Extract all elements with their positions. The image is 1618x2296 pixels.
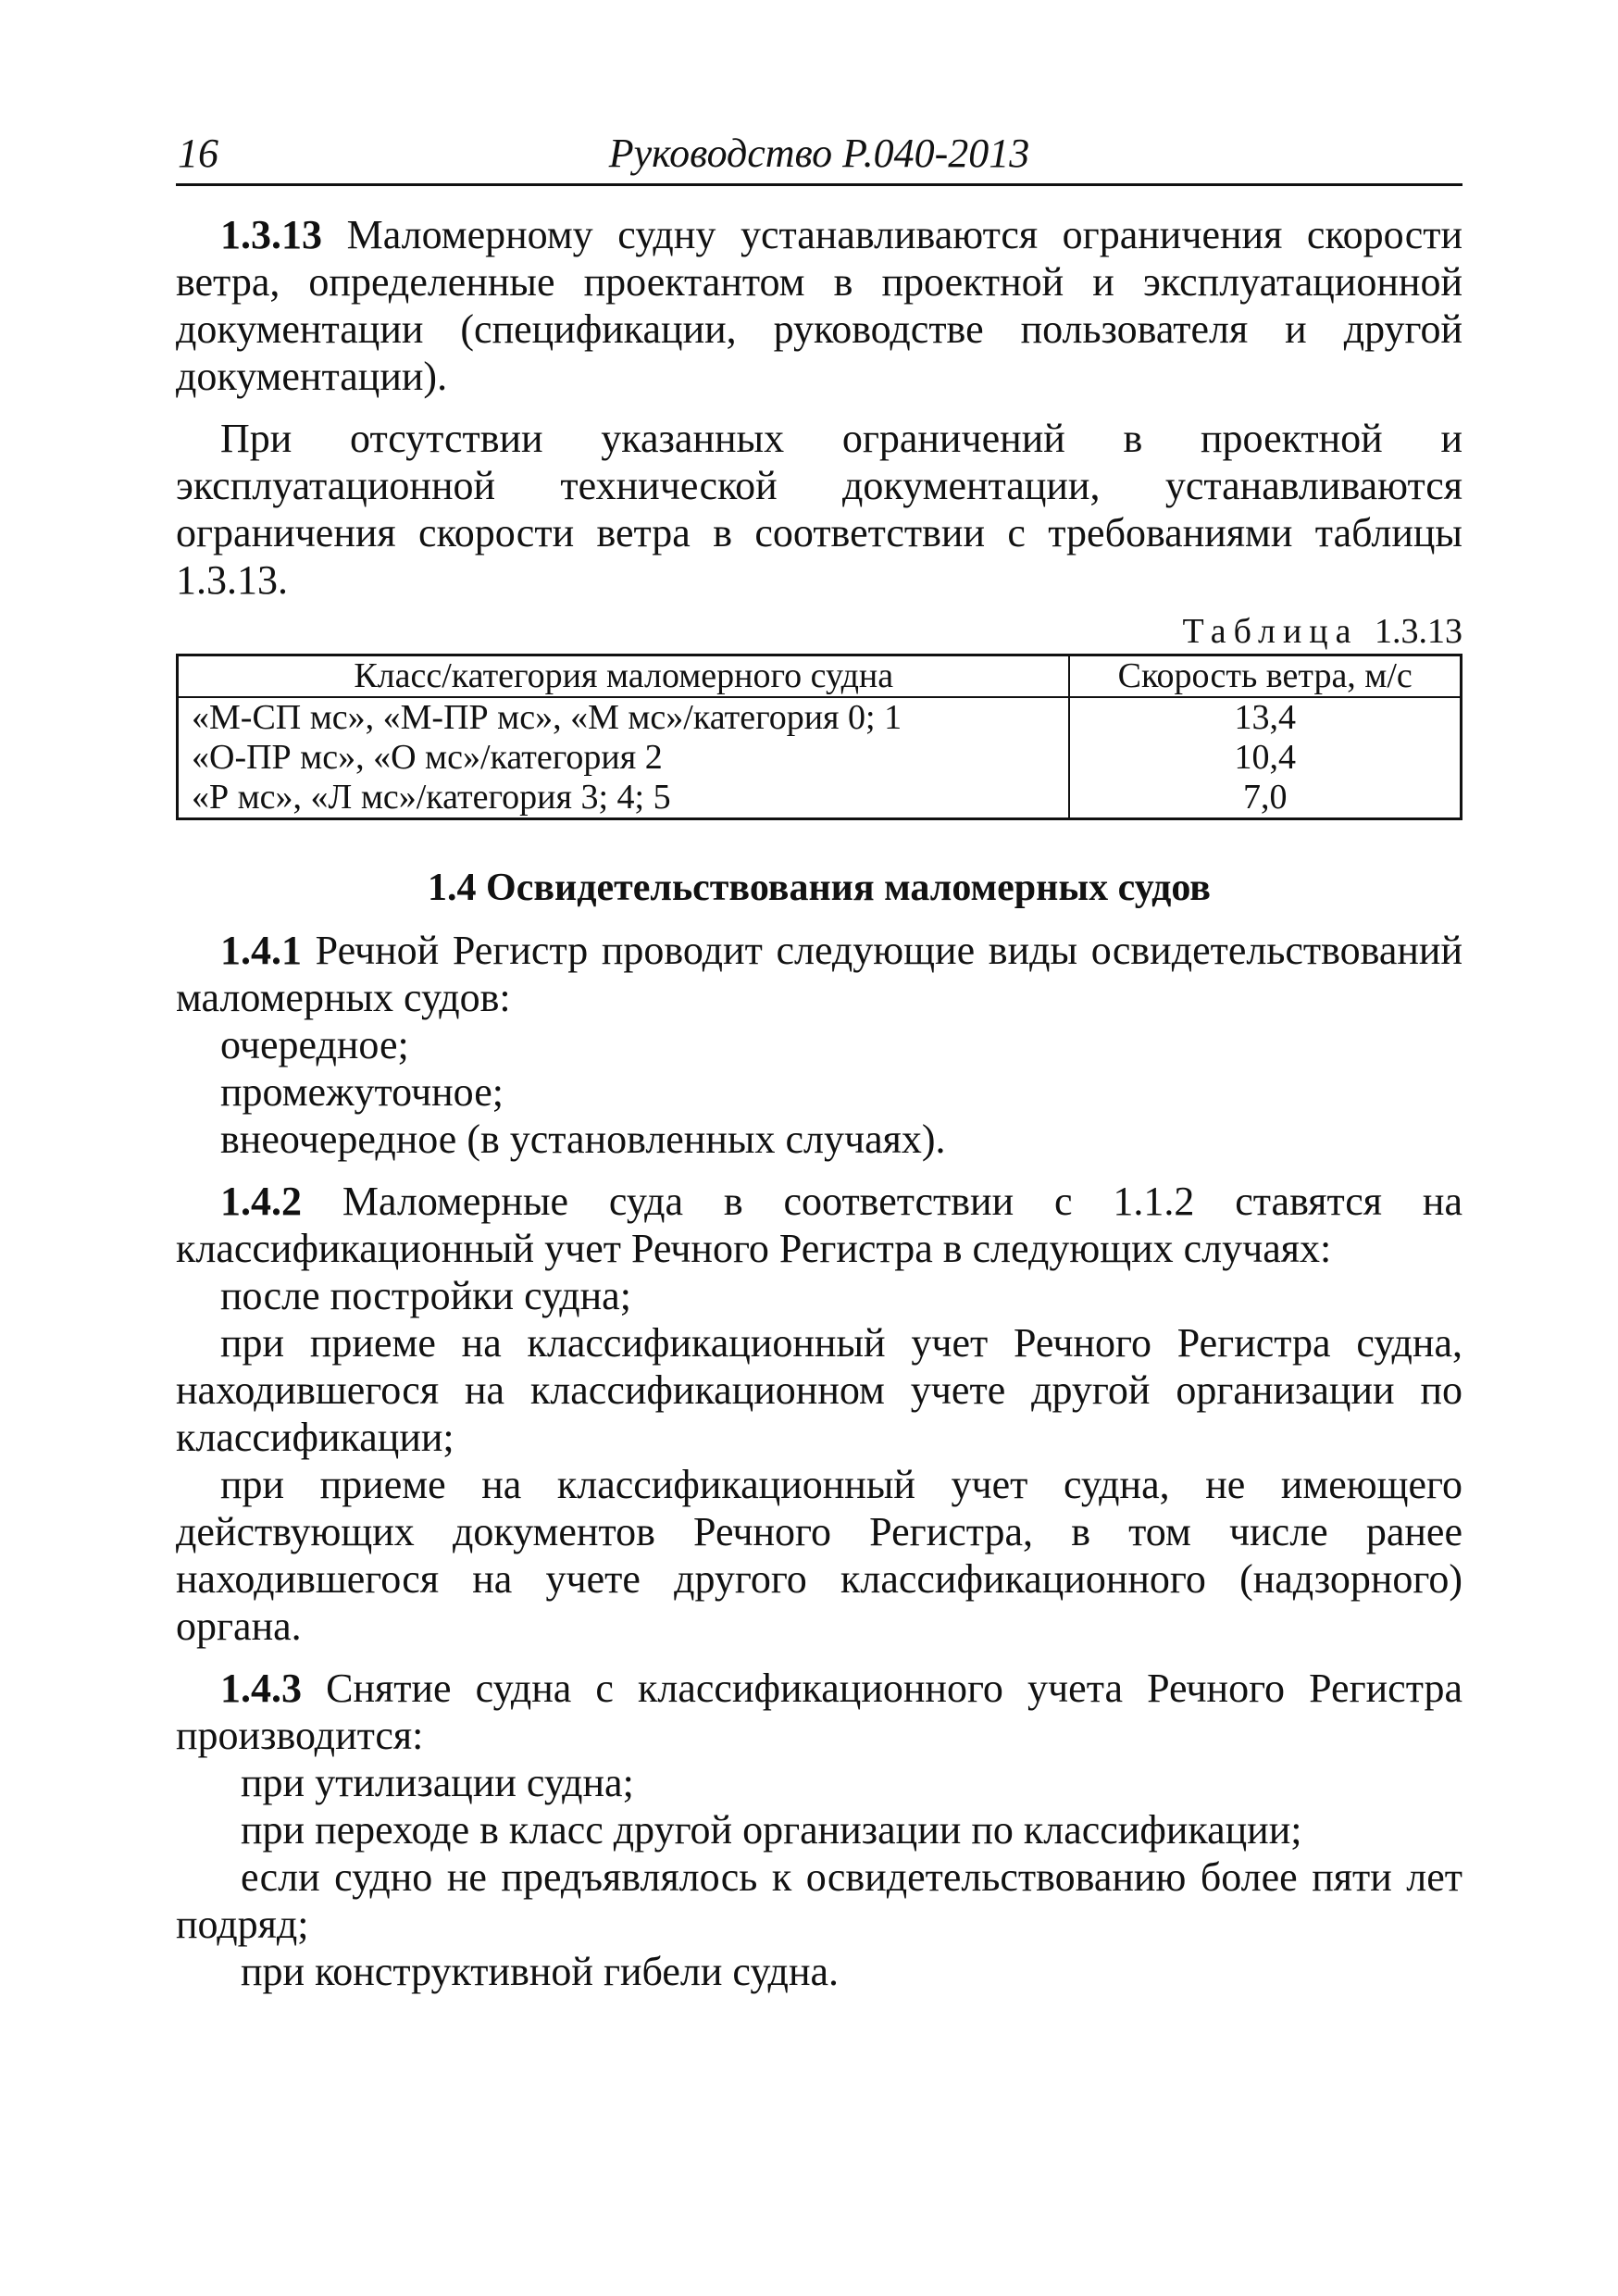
- list-item: внеочередное (в установленных случаях).: [220, 1117, 946, 1162]
- list-item: очередное;: [220, 1022, 409, 1067]
- table-cell-class: «М-СП мс», «М-ПР мс», «М мс»/категория 0; 1: [178, 697, 1070, 738]
- paragraph-1-4-2: [176, 1178, 1462, 1272]
- clause-text: Снятие судна с классификационного учета Речного Регистра производится:: [176, 1666, 1462, 1758]
- paragraph-1-3-13: [176, 211, 1462, 400]
- table-cell-wind-speed: 13,4: [1069, 697, 1461, 738]
- wind-speed-table: [176, 654, 1462, 820]
- page-body: [176, 211, 1462, 1995]
- table-row: [178, 738, 1462, 778]
- clause-text: Маломерные суда в соответствии с 1.1.2 ставятся на классификационный учет Речного Регистра в следующих случаях:: [176, 1179, 1462, 1271]
- table-cell-wind-speed: 7,0: [1069, 778, 1461, 819]
- clause-text: Маломерному судну устанавливаются ограничения скорости ветра, определенные проектантом в проектной и эксплуатационной документации (спецификации, руководстве пользователя и другой документации).: [176, 212, 1462, 399]
- running-header: [176, 130, 1462, 186]
- list-item: если судно не предъявлялось к освидетельствованию более пяти лет подряд;: [176, 1854, 1462, 1947]
- table-cell-class: «О-ПР мс», «О мс»/категория 2: [178, 738, 1070, 778]
- table-caption-word: Таблица: [1182, 612, 1359, 651]
- list-item: при конструктивной гибели судна.: [241, 1949, 840, 1994]
- clause-number: 1.4.1: [220, 928, 302, 973]
- column-header-wind-speed: Скорость ветра, м/с: [1069, 655, 1461, 698]
- list-item: при переходе в класс другой организации по классификации;: [241, 1807, 1302, 1853]
- clause-number: 1.4.3: [220, 1666, 302, 1711]
- clause-number: 1.4.2: [220, 1179, 302, 1224]
- paragraph-1-4-1: [176, 927, 1462, 1021]
- table-header-row: [178, 655, 1462, 698]
- list-item: при приеме на классификационный учет судна, не имеющего действующих документов Речного Регистра, в том числе ранее находившегося на учете другого классификационного (надзорного) органа.: [176, 1462, 1462, 1649]
- paragraph-1-3-13-continued: При отсутствии указанных ограничений в проектной и эксплуатационной технической документации, устанавливаются ограничения скорости ветра в соответствии с требованиями таблицы 1.3.13.: [176, 416, 1462, 603]
- table-row: [178, 697, 1462, 738]
- list-item: после постройки судна;: [220, 1273, 631, 1318]
- list-item: при приеме на классификационный учет Речного Регистра судна, находившегося на классификационном учете другой организации по классификации;: [176, 1320, 1462, 1460]
- paragraph-1-4-3: [176, 1665, 1462, 1759]
- section-heading-1-4: 1.4 Освидетельствования маломерных судов: [428, 867, 1211, 909]
- table-cell-wind-speed: 10,4: [1069, 738, 1461, 778]
- table-cell-class: «Р мс», «Л мс»/категория 3; 4; 5: [178, 778, 1070, 819]
- column-header-class: Класс/категория маломерного судна: [178, 655, 1070, 698]
- list-item: промежуточное;: [220, 1069, 504, 1115]
- document-title: Руководство Р.040-2013: [608, 131, 1030, 176]
- list-item: при утилизации судна;: [241, 1760, 634, 1805]
- clause-number: 1.3.13: [220, 212, 322, 257]
- table-caption: [176, 611, 1462, 652]
- page-number: 16: [178, 131, 218, 176]
- table-caption-number: 1.3.13: [1375, 612, 1462, 651]
- table-row: [178, 778, 1462, 819]
- clause-text: Речной Регистр проводит следующие виды освидетельствований маломерных судов:: [176, 928, 1462, 1020]
